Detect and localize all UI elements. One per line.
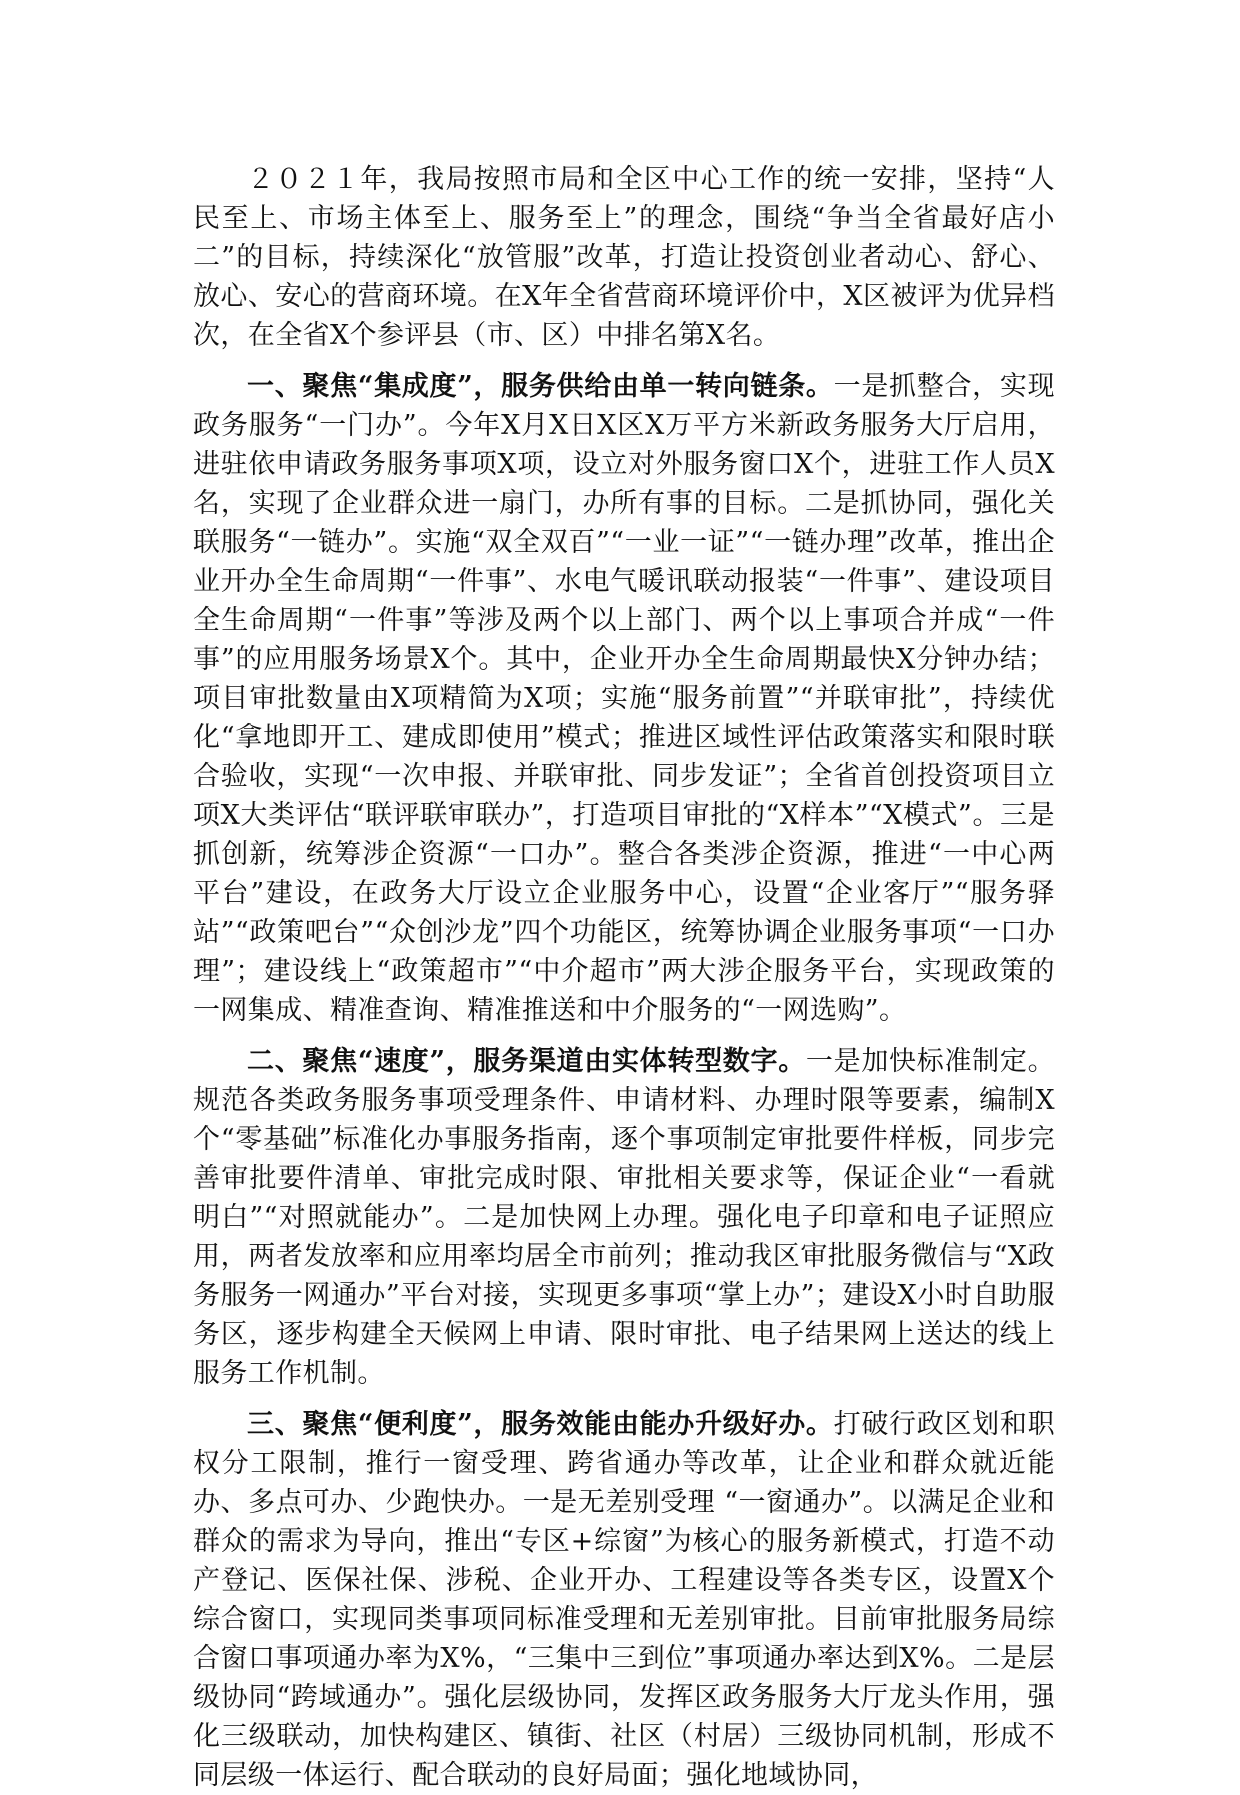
section-three-paragraph: [193, 1405, 1055, 1795]
section-two-heading: 二、聚焦“速度”，服务渠道由实体转型数字。: [247, 1046, 806, 1077]
intro-paragraph: [193, 160, 1055, 355]
document-page: [193, 160, 1055, 1795]
section-one-heading: 一、聚焦“集成度”，服务供给由单一转向链条。: [247, 371, 834, 402]
section-three-heading: 三、聚焦“便利度”，服务效能由能办升级好办。: [247, 1409, 834, 1440]
intro-paragraph-body: ２０２１年，我局按照市局和全区中心工作的统一安排，坚持“人民至上、市场主体至上、服务至上”的理念，围绕“争当全省最好店小二”的目标，持续深化“放管服”改革，打造让投资创业者动心、舒心、放心、安心的营商环境。在X年全省营商环境评价中，X区被评为优异档次，在全省X个参评县（市、区）中排名第X名。: [193, 164, 1055, 351]
section-two-paragraph: [193, 1042, 1055, 1393]
section-two-body: 一是加快标准制定。规范各类政务服务事项受理条件、申请材料、办理时限等要素，编制X个“零基础”标准化办事服务指南，逐个事项制定审批要件样板，同步完善审批要件清单、审批完成时限、审批相关要求等，保证企业“一看就明白”“对照就能办”。二是加快网上办理。强化电子印章和电子证照应用，两者发放率和应用率均居全市前列；推动我区审批服务微信与“X政务服务一网通办”平台对接，实现更多事项“掌上办”；建设X小时自助服务区，逐步构建全天候网上申请、限时审批、电子结果网上送达的线上服务工作机制。: [193, 1046, 1055, 1389]
section-three-body: 打破行政区划和职权分工限制，推行一窗受理、跨省通办等改革，让企业和群众就近能办、多点可办、少跑快办。一是无差别受理 “一窗通办”。以满足企业和群众的需求为导向，推出“专区+综窗”为核心的服务新模式，打造不动产登记、医保社保、涉税、企业开办、工程建设等各类专区，设置X个综合窗口，实现同类事项同标准受理和无差别审批。目前审批服务局综合窗口事项通办率为X%，“三集中三到位”事项通办率达到X%。二是层级协同“跨域通办”。强化层级协同，发挥区政务服务大厅龙头作用，强化三级联动，加快构建区、镇街、社区（村居）三级协同机制，形成不同层级一体运行、配合联动的良好局面；强化地域协同，: [193, 1409, 1055, 1791]
section-one-body: 一是抓整合，实现政务服务“一门办”。今年X月X日X区X万平方米新政务服务大厅启用，进驻依申请政务服务事项X项，设立对外服务窗口X个，进驻工作人员X名，实现了企业群众进一扇门，办所有事的目标。二是抓协同，强化关联服务“一链办”。实施“双全双百”“一业一证”“一链办理”改革，推出企业开办全生命周期“一件事”、水电气暖讯联动报装“一件事”、建设项目全生命周期“一件事”等涉及两个以上部门、两个以上事项合并成“一件事”的应用服务场景X个。其中，企业开办全生命周期最快X分钟办结；项目审批数量由X项精简为X项；实施“服务前置”“并联审批”，持续优化“拿地即开工、建成即使用”模式；推进区域性评估政策落实和限时联合验收，实现“一次申报、并联审批、同步发证”；全省首创投资项目立项X大类评估“联评联审联办”，打造项目审批的“X样本”“X模式”。三是抓创新，统筹涉企资源“一口办”。整合各类涉企资源，推进“一中心两平台”建设，在政务大厅设立企业服务中心，设置“企业客厅”“服务驿站”“政策吧台”“众创沙龙”四个功能区，统筹协调企业服务事项“一口办理”；建设线上“政策超市”“中介超市”两大涉企服务平台，实现政策的一网集成、精准查询、精准推送和中介服务的“一网选购”。: [193, 371, 1055, 1026]
section-one-paragraph: [193, 367, 1055, 1030]
